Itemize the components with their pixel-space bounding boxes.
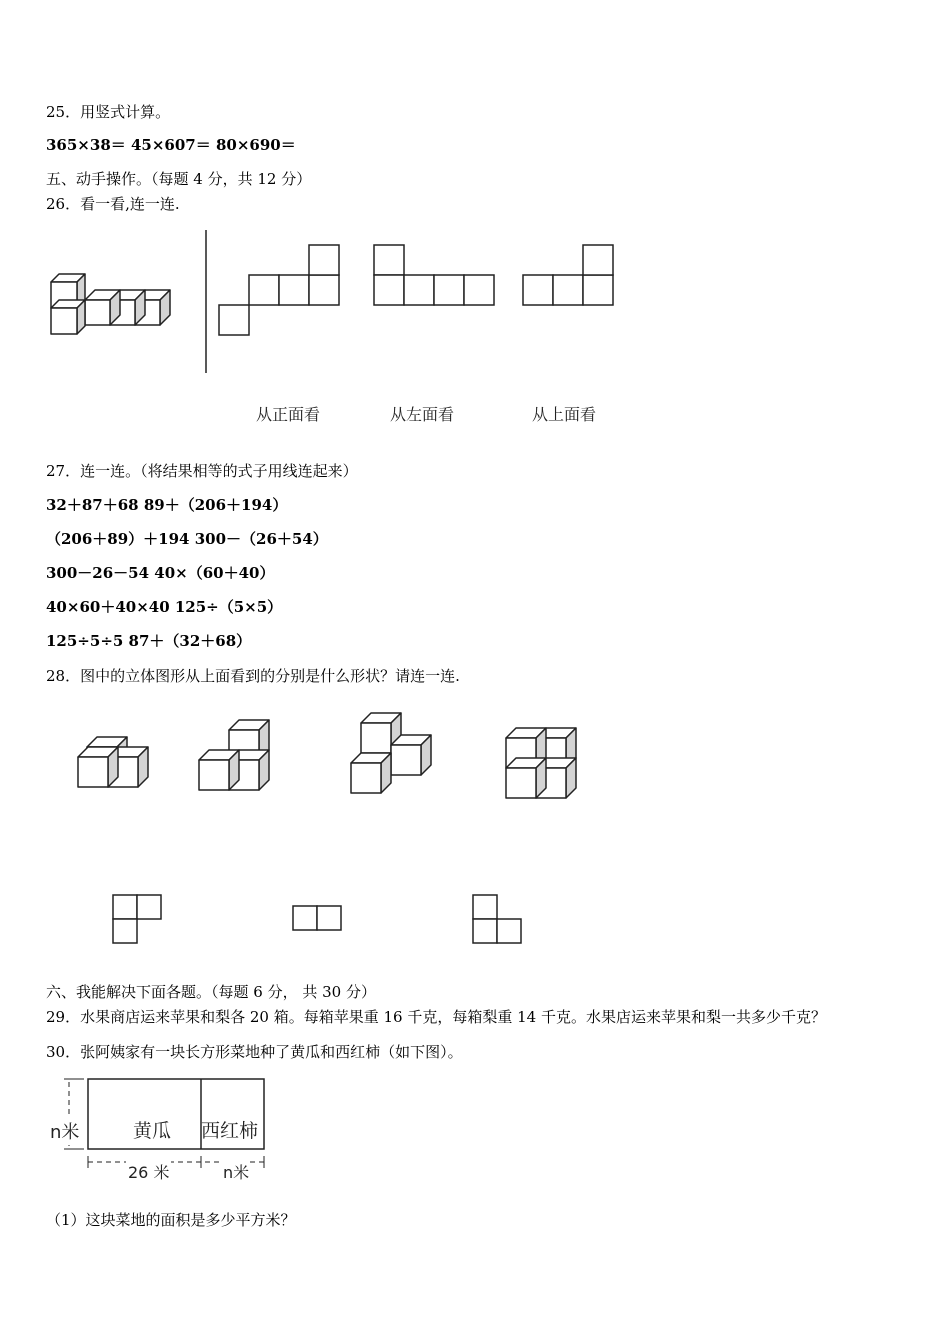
q27-row: 32＋87＋68 89＋（206＋194） — [46, 496, 288, 514]
q26-title: 26．看一看,连一连. — [46, 195, 180, 213]
q27-title: 27．连一连。（将结果相等的式子用线连起来） — [46, 462, 358, 480]
view-label-front: 从正面看 — [256, 405, 321, 424]
view-square — [309, 275, 339, 305]
cucumber-label: 黄瓜 — [133, 1120, 172, 1142]
q30-sub1: （1）这块菜地的面积是多少平方米？ — [46, 1211, 296, 1229]
view-square — [293, 906, 317, 930]
view-square — [374, 245, 404, 275]
view-square — [497, 919, 521, 943]
view-square — [473, 895, 497, 919]
cube-front — [85, 300, 110, 325]
q25-title: 25．用竖式计算。 — [46, 103, 171, 121]
section6-heading: 六、我能解决下面各题。（每题 6 分， 共 30 分） — [46, 983, 376, 1001]
q30-title: 30．张阿姨家有一块长方形菜地种了黄瓜和西红柿（如下图）。 — [46, 1043, 463, 1061]
q27-row: （206＋89）＋194 300－（26＋54） — [46, 530, 328, 548]
q27-row: 300－26－54 40×（60＋40） — [46, 564, 275, 582]
view-square — [583, 245, 613, 275]
view-square — [219, 305, 249, 335]
tomato-label: 西红柿 — [201, 1120, 259, 1142]
view-square — [464, 275, 494, 305]
view-square — [434, 275, 464, 305]
q25-expressions: 365×38＝ 45×607＝ 80×690＝ — [46, 136, 296, 154]
q28-title: 28．图中的立体图形从上面看到的分别是什么形状？请连一连. — [46, 667, 460, 685]
view-square — [137, 895, 161, 919]
view-square — [309, 245, 339, 275]
view-square — [404, 275, 434, 305]
height-label: n米 — [50, 1118, 79, 1144]
cube-front — [351, 763, 381, 793]
view-square — [553, 275, 583, 305]
view-square — [279, 275, 309, 305]
cube-front — [391, 745, 421, 775]
view-square — [113, 895, 137, 919]
cube-front — [506, 768, 536, 798]
view-square — [113, 919, 137, 943]
section5-heading: 五、动手操作。（每题 4 分，共 12 分） — [46, 170, 312, 188]
view-label-top: 从上面看 — [532, 405, 597, 424]
width1-label: 26 米 — [126, 1160, 171, 1183]
view-square — [473, 919, 497, 943]
view-square — [374, 275, 404, 305]
view-square — [317, 906, 341, 930]
cube-front — [51, 308, 77, 334]
cube-front — [199, 760, 229, 790]
view-label-left: 从左面看 — [390, 405, 455, 424]
q27-row: 125÷5÷5 87＋（32＋68） — [46, 632, 252, 650]
view-square — [583, 275, 613, 305]
width2-label: n米 — [222, 1160, 250, 1183]
q29-title: 29．水果商店运来苹果和梨各 20 箱。每箱苹果重 16 千克，每箱梨重 14 千克。水果店运来苹果和梨一共多少千克？ — [46, 1008, 826, 1026]
cube-front — [78, 757, 108, 787]
q27-row: 40×60＋40×40 125÷（5×5） — [46, 598, 283, 616]
cube-front — [361, 723, 391, 753]
view-square — [523, 275, 553, 305]
view-square — [249, 275, 279, 305]
